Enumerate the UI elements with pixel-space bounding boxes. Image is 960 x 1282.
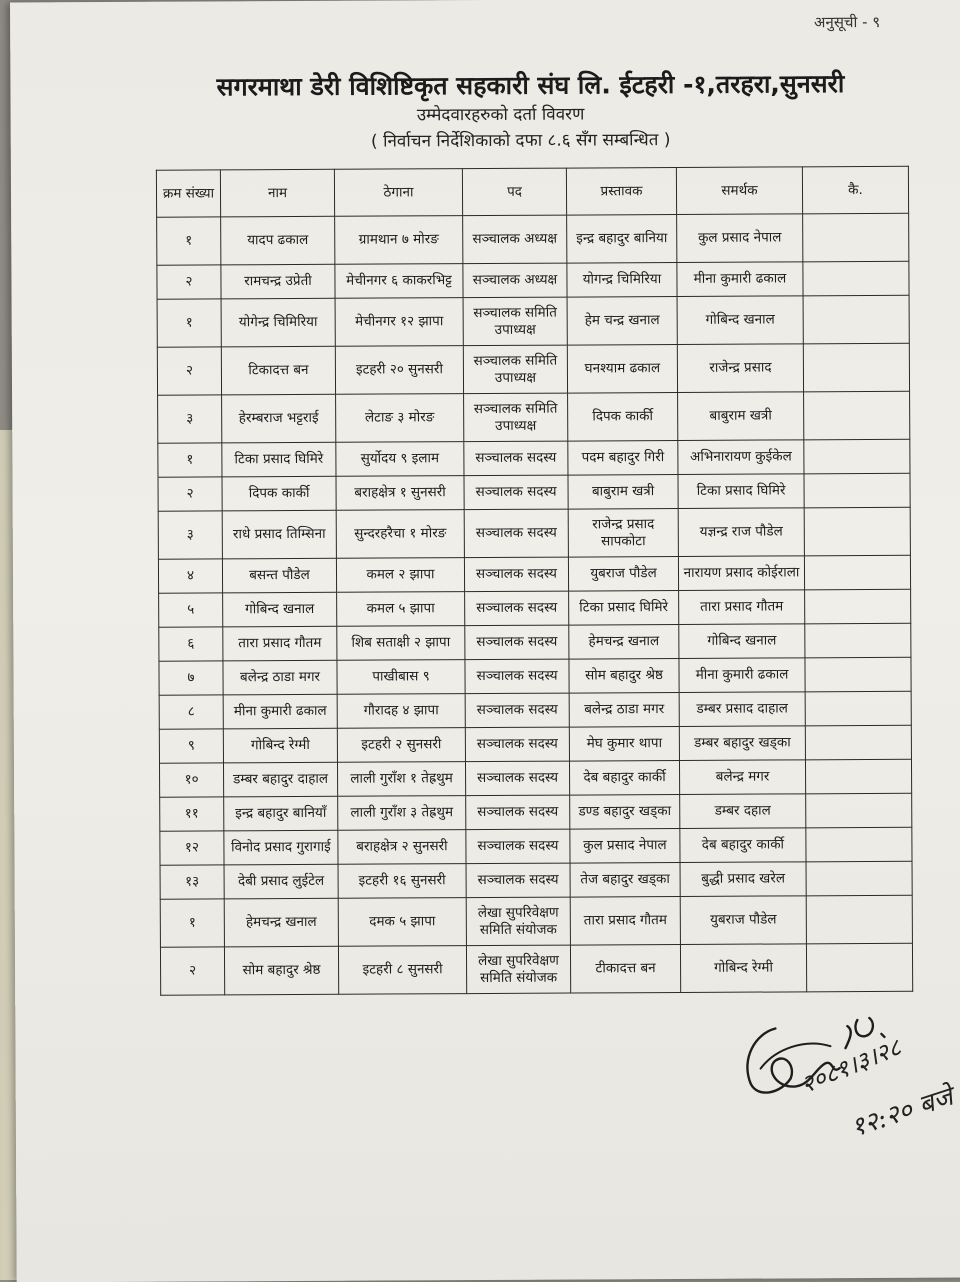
cell-address: मेचीनगर ६ काकरभिट्ट — [335, 264, 463, 299]
cell-post: सञ्चालक सदस्य — [466, 795, 570, 830]
cell-name: टिका प्रसाद घिमिरे — [222, 442, 336, 477]
cell-seconder: बलेन्द्र मगर — [679, 760, 805, 795]
document-page — [10, 0, 960, 1282]
table-row — [160, 793, 912, 831]
cell-address: शिब सताक्षी २ झापा — [337, 626, 465, 661]
cell-seconder: टिका प्रसाद घिमिरे — [678, 474, 804, 509]
cell-remarks — [806, 943, 912, 992]
table-row — [159, 691, 911, 729]
cell-proposer: घनश्याम ढकाल — [567, 344, 677, 393]
table-row — [159, 589, 911, 627]
cell-serial: १ — [157, 217, 221, 265]
cell-address: इटहरी १६ सुनसरी — [338, 864, 466, 899]
cell-remarks — [805, 657, 911, 692]
cell-seconder: डम्बर दहाल — [680, 794, 806, 829]
cell-proposer: टीकादत्त बन — [570, 944, 680, 993]
cell-proposer: कुल प्रसाद नेपाल — [570, 828, 680, 863]
header-post: पद — [462, 168, 566, 216]
cell-address: लेटाङ ३ मोरङ — [336, 394, 464, 443]
header-remarks: कै. — [802, 166, 908, 214]
cell-proposer: इन्द्र बहादुर बानिया — [567, 214, 677, 263]
cell-serial: ६ — [159, 627, 223, 661]
cell-name: तारा प्रसाद गौतम — [223, 626, 337, 661]
cell-proposer: डण्ड बहादुर खड्का — [570, 794, 680, 829]
cell-address: सुर्योदय ९ इलाम — [336, 442, 464, 477]
cell-proposer: पदम बहादुर गिरी — [568, 440, 678, 475]
table-row — [160, 943, 912, 995]
cell-seconder: यज्ञन्द्र राज पौडेल — [678, 508, 804, 557]
table-row — [160, 861, 912, 899]
cell-address: ग्रामथान ७ मोरङ — [335, 216, 463, 265]
cell-seconder: राजेन्द्र प्रसाद — [677, 344, 803, 393]
cell-name: बसन्त पौडेल — [222, 558, 336, 593]
table-row — [159, 725, 911, 763]
cell-name: हेरम्बराज भट्टराई — [222, 394, 336, 443]
cell-remarks — [805, 725, 911, 760]
table-row — [159, 759, 911, 797]
cell-post: सञ्चालक समिति उपाध्यक्ष — [463, 345, 567, 394]
table-row — [160, 827, 912, 865]
cell-address: मेचीनगर १२ झापा — [335, 298, 463, 347]
cell-post: सञ्चालक अध्यक्ष — [463, 263, 567, 298]
cell-remarks — [806, 895, 912, 944]
cell-post: सञ्चालक सदस्य — [466, 829, 570, 864]
cell-address: गौरादह ४ झापा — [337, 694, 465, 729]
signature-time: १२:२० बजे — [847, 1081, 957, 1144]
table-row — [158, 391, 910, 443]
cell-name: दिपक कार्की — [222, 476, 336, 511]
cell-proposer: बलेन्द्र ठाडा मगर — [569, 692, 679, 727]
cell-address: लाली गुराँश ३ तेह्रथुम — [338, 796, 466, 831]
cell-name: हेमचन्द्र खनाल — [224, 898, 338, 947]
table-row — [158, 439, 910, 477]
cell-proposer: बाबुराम खत्री — [568, 474, 678, 509]
cell-seconder: गोबिन्द रेग्मी — [680, 944, 806, 993]
cell-remarks — [805, 759, 911, 794]
cell-serial: १ — [158, 443, 222, 477]
cell-seconder: मीना कुमारी ढकाल — [677, 262, 803, 297]
cell-proposer: तेज बहादुर खड्का — [570, 862, 680, 897]
cell-post: सञ्चालक सदस्य — [465, 727, 569, 762]
cell-proposer: टिका प्रसाद घिमिरे — [569, 590, 679, 625]
cell-name: गोबिन्द रेग्मी — [223, 728, 337, 763]
cell-post: लेखा सुपरिवेक्षण समिति संयोजक — [466, 897, 570, 946]
cell-post: सञ्चालक सदस्य — [464, 441, 568, 476]
cell-proposer: राजेन्द्र प्रसाद सापकोटा — [568, 508, 678, 557]
cell-proposer: हेम चन्द्र खनाल — [567, 296, 677, 345]
table-row — [159, 623, 911, 661]
cell-address: इटहरी २० सुनसरी — [335, 346, 463, 395]
cell-serial: २ — [158, 477, 222, 511]
candidate-table — [156, 166, 913, 996]
cell-remarks — [804, 473, 910, 508]
cell-remarks — [806, 861, 912, 896]
cell-proposer: युबराज पौडेल — [568, 556, 678, 591]
table-row — [157, 295, 909, 347]
cell-address: इटहरी २ सुनसरी — [337, 728, 465, 763]
cell-seconder: डम्बर बहादुर खड्का — [679, 726, 805, 761]
table-row — [158, 555, 910, 593]
cell-seconder: युबराज पौडेल — [680, 896, 806, 945]
cell-seconder: अभिनारायण कुईकेल — [678, 440, 804, 475]
header-serial: क्रम संख्या — [156, 170, 220, 217]
table-row — [157, 261, 909, 299]
cell-post: सञ्चालक सदस्य — [465, 659, 569, 694]
cell-address: बराहक्षेत्र २ सुनसरी — [338, 830, 466, 865]
document-note: ( निर्वाचन निर्देशिकाको दफा ८.६ सँग सम्बन्धित ) — [370, 130, 671, 152]
header-name: नाम — [220, 169, 334, 217]
cell-seconder: डम्बर प्रसाद दाहाल — [679, 692, 805, 727]
cell-name: मीना कुमारी ढकाल — [223, 694, 337, 729]
table-row — [158, 473, 910, 511]
cell-serial: १२ — [160, 831, 224, 865]
cell-address: दमक ५ झापा — [338, 898, 466, 947]
cell-seconder: तारा प्रसाद गौतम — [679, 590, 805, 625]
cell-serial: ३ — [158, 511, 222, 559]
document-title: सगरमाथा डेरी विशिष्टिकृत सहकारी संघ लि. ईटहरी -१,तरहरा,सुनसरी — [216, 69, 845, 102]
cell-serial: २ — [157, 265, 221, 299]
cell-name: रामचन्द्र उप्रेती — [221, 264, 335, 299]
cell-address: सुन्दरहरैचा १ मोरङ — [336, 510, 464, 559]
cell-post: लेखा सुपरिवेक्षण समिति संयोजक — [466, 945, 570, 994]
cell-post: सञ्चालक सदस्य — [465, 591, 569, 626]
signature-date: २०८१।३।२८ — [796, 1033, 906, 1100]
cell-name: योगेन्द्र चिमिरिया — [221, 298, 335, 347]
cell-address: लाली गुराँश १ तेह्रथुम — [337, 762, 465, 797]
cell-name: बलेन्द्र ठाडा मगर — [223, 660, 337, 695]
cell-seconder: बुद्धी प्रसाद खरेल — [680, 862, 806, 897]
cell-remarks — [803, 261, 909, 296]
cell-remarks — [804, 439, 910, 474]
cell-remarks — [804, 391, 910, 440]
cell-name: डम्बर बहादुर दाहाल — [223, 762, 337, 797]
cell-name: इन्द्र बहादुर बानियाँ — [224, 796, 338, 831]
cell-name: सोम बहादुर श्रेष्ठ — [224, 946, 338, 995]
cell-proposer: तारा प्रसाद गौतम — [570, 896, 680, 945]
cell-name: गोबिन्द खनाल — [223, 592, 337, 627]
cell-remarks — [806, 793, 912, 828]
table-header-row — [156, 166, 908, 217]
cell-remarks — [805, 691, 911, 726]
table-row — [159, 657, 911, 695]
cell-remarks — [805, 589, 911, 624]
cell-post: सञ्चालक अध्यक्ष — [463, 215, 567, 264]
cell-remarks — [806, 827, 912, 862]
cell-serial: ११ — [160, 797, 224, 831]
cell-serial: ३ — [158, 395, 222, 443]
cell-seconder: नारायण प्रसाद कोईराला — [678, 556, 804, 591]
cell-name: विनोद प्रसाद गुरागाई — [224, 830, 338, 865]
cell-seconder: गोबिन्द खनाल — [679, 624, 805, 659]
header-proposer: प्रस्तावक — [566, 168, 676, 216]
cell-proposer: हेमचन्द्र खनाल — [569, 624, 679, 659]
cell-address: कमल २ झापा — [336, 558, 464, 593]
cell-post: सञ्चालक सदस्य — [464, 557, 568, 592]
cell-serial: २ — [157, 347, 221, 395]
cell-post: सञ्चालक सदस्य — [465, 761, 569, 796]
cell-serial: ७ — [159, 661, 223, 695]
cell-address: इटहरी ८ सुनसरी — [338, 946, 466, 995]
cell-post: सञ्चालक सदस्य — [465, 693, 569, 728]
cell-serial: ८ — [159, 695, 223, 729]
cell-post: सञ्चालक समिति उपाध्यक्ष — [463, 297, 567, 346]
cell-serial: १० — [159, 763, 223, 797]
cell-serial: ४ — [158, 559, 222, 593]
cell-serial: १ — [157, 299, 221, 347]
header-address: ठेगाना — [334, 169, 462, 217]
cell-post: सञ्चालक समिति उपाध्यक्ष — [464, 393, 568, 442]
cell-serial: १ — [160, 899, 224, 947]
cell-post: सञ्चालक सदस्य — [465, 625, 569, 660]
cell-serial: २ — [160, 947, 224, 995]
cell-proposer: देब बहादुर कार्की — [569, 760, 679, 795]
cell-proposer: योगन्द्र चिमिरिया — [567, 262, 677, 297]
cell-address: कमल ५ झापा — [337, 592, 465, 627]
cell-name: देबी प्रसाद लुईटेल — [224, 864, 338, 899]
cell-seconder: गोबिन्द खनाल — [677, 296, 803, 345]
cell-seconder: कुल प्रसाद नेपाल — [677, 214, 803, 263]
cell-proposer: सोम बहादुर श्रेष्ठ — [569, 658, 679, 693]
cell-post: सञ्चालक सदस्य — [464, 475, 568, 510]
cell-serial: १३ — [160, 865, 224, 899]
table-row — [158, 507, 910, 559]
cell-remarks — [804, 555, 910, 590]
table-row — [157, 343, 909, 395]
cell-remarks — [805, 623, 911, 658]
cell-proposer: मेघ कुमार थापा — [569, 726, 679, 761]
cell-serial: ९ — [159, 729, 223, 763]
cell-post: सञ्चालक सदस्य — [466, 863, 570, 898]
cell-remarks — [804, 507, 910, 556]
table-row — [160, 895, 912, 947]
cell-name: राधे प्रसाद तिम्सिना — [222, 510, 336, 559]
annex-label: अनुसूची - ९ — [813, 12, 881, 32]
cell-proposer: दिपक कार्की — [568, 392, 678, 441]
cell-serial: ५ — [159, 593, 223, 627]
table-body — [157, 213, 913, 995]
table-row — [157, 213, 909, 265]
cell-remarks — [803, 295, 909, 344]
cell-name: यादप ढकाल — [221, 216, 335, 265]
header-seconder: समर्थक — [676, 167, 802, 215]
cell-seconder: मीना कुमारी ढकाल — [679, 658, 805, 693]
cell-remarks — [803, 343, 909, 392]
cell-seconder: देब बहादुर कार्की — [680, 828, 806, 863]
cell-seconder: बाबुराम खत्री — [678, 392, 804, 441]
cell-name: टिकादत्त बन — [221, 346, 335, 395]
cell-address: बराहक्षेत्र १ सुनसरी — [336, 476, 464, 511]
cell-remarks — [803, 213, 909, 262]
document-subtitle: उम्मेदवारहरुको दर्ता विवरण — [416, 104, 585, 126]
cell-post: सञ्चालक सदस्य — [464, 509, 568, 558]
cell-address: पाखीबास ९ — [337, 660, 465, 695]
